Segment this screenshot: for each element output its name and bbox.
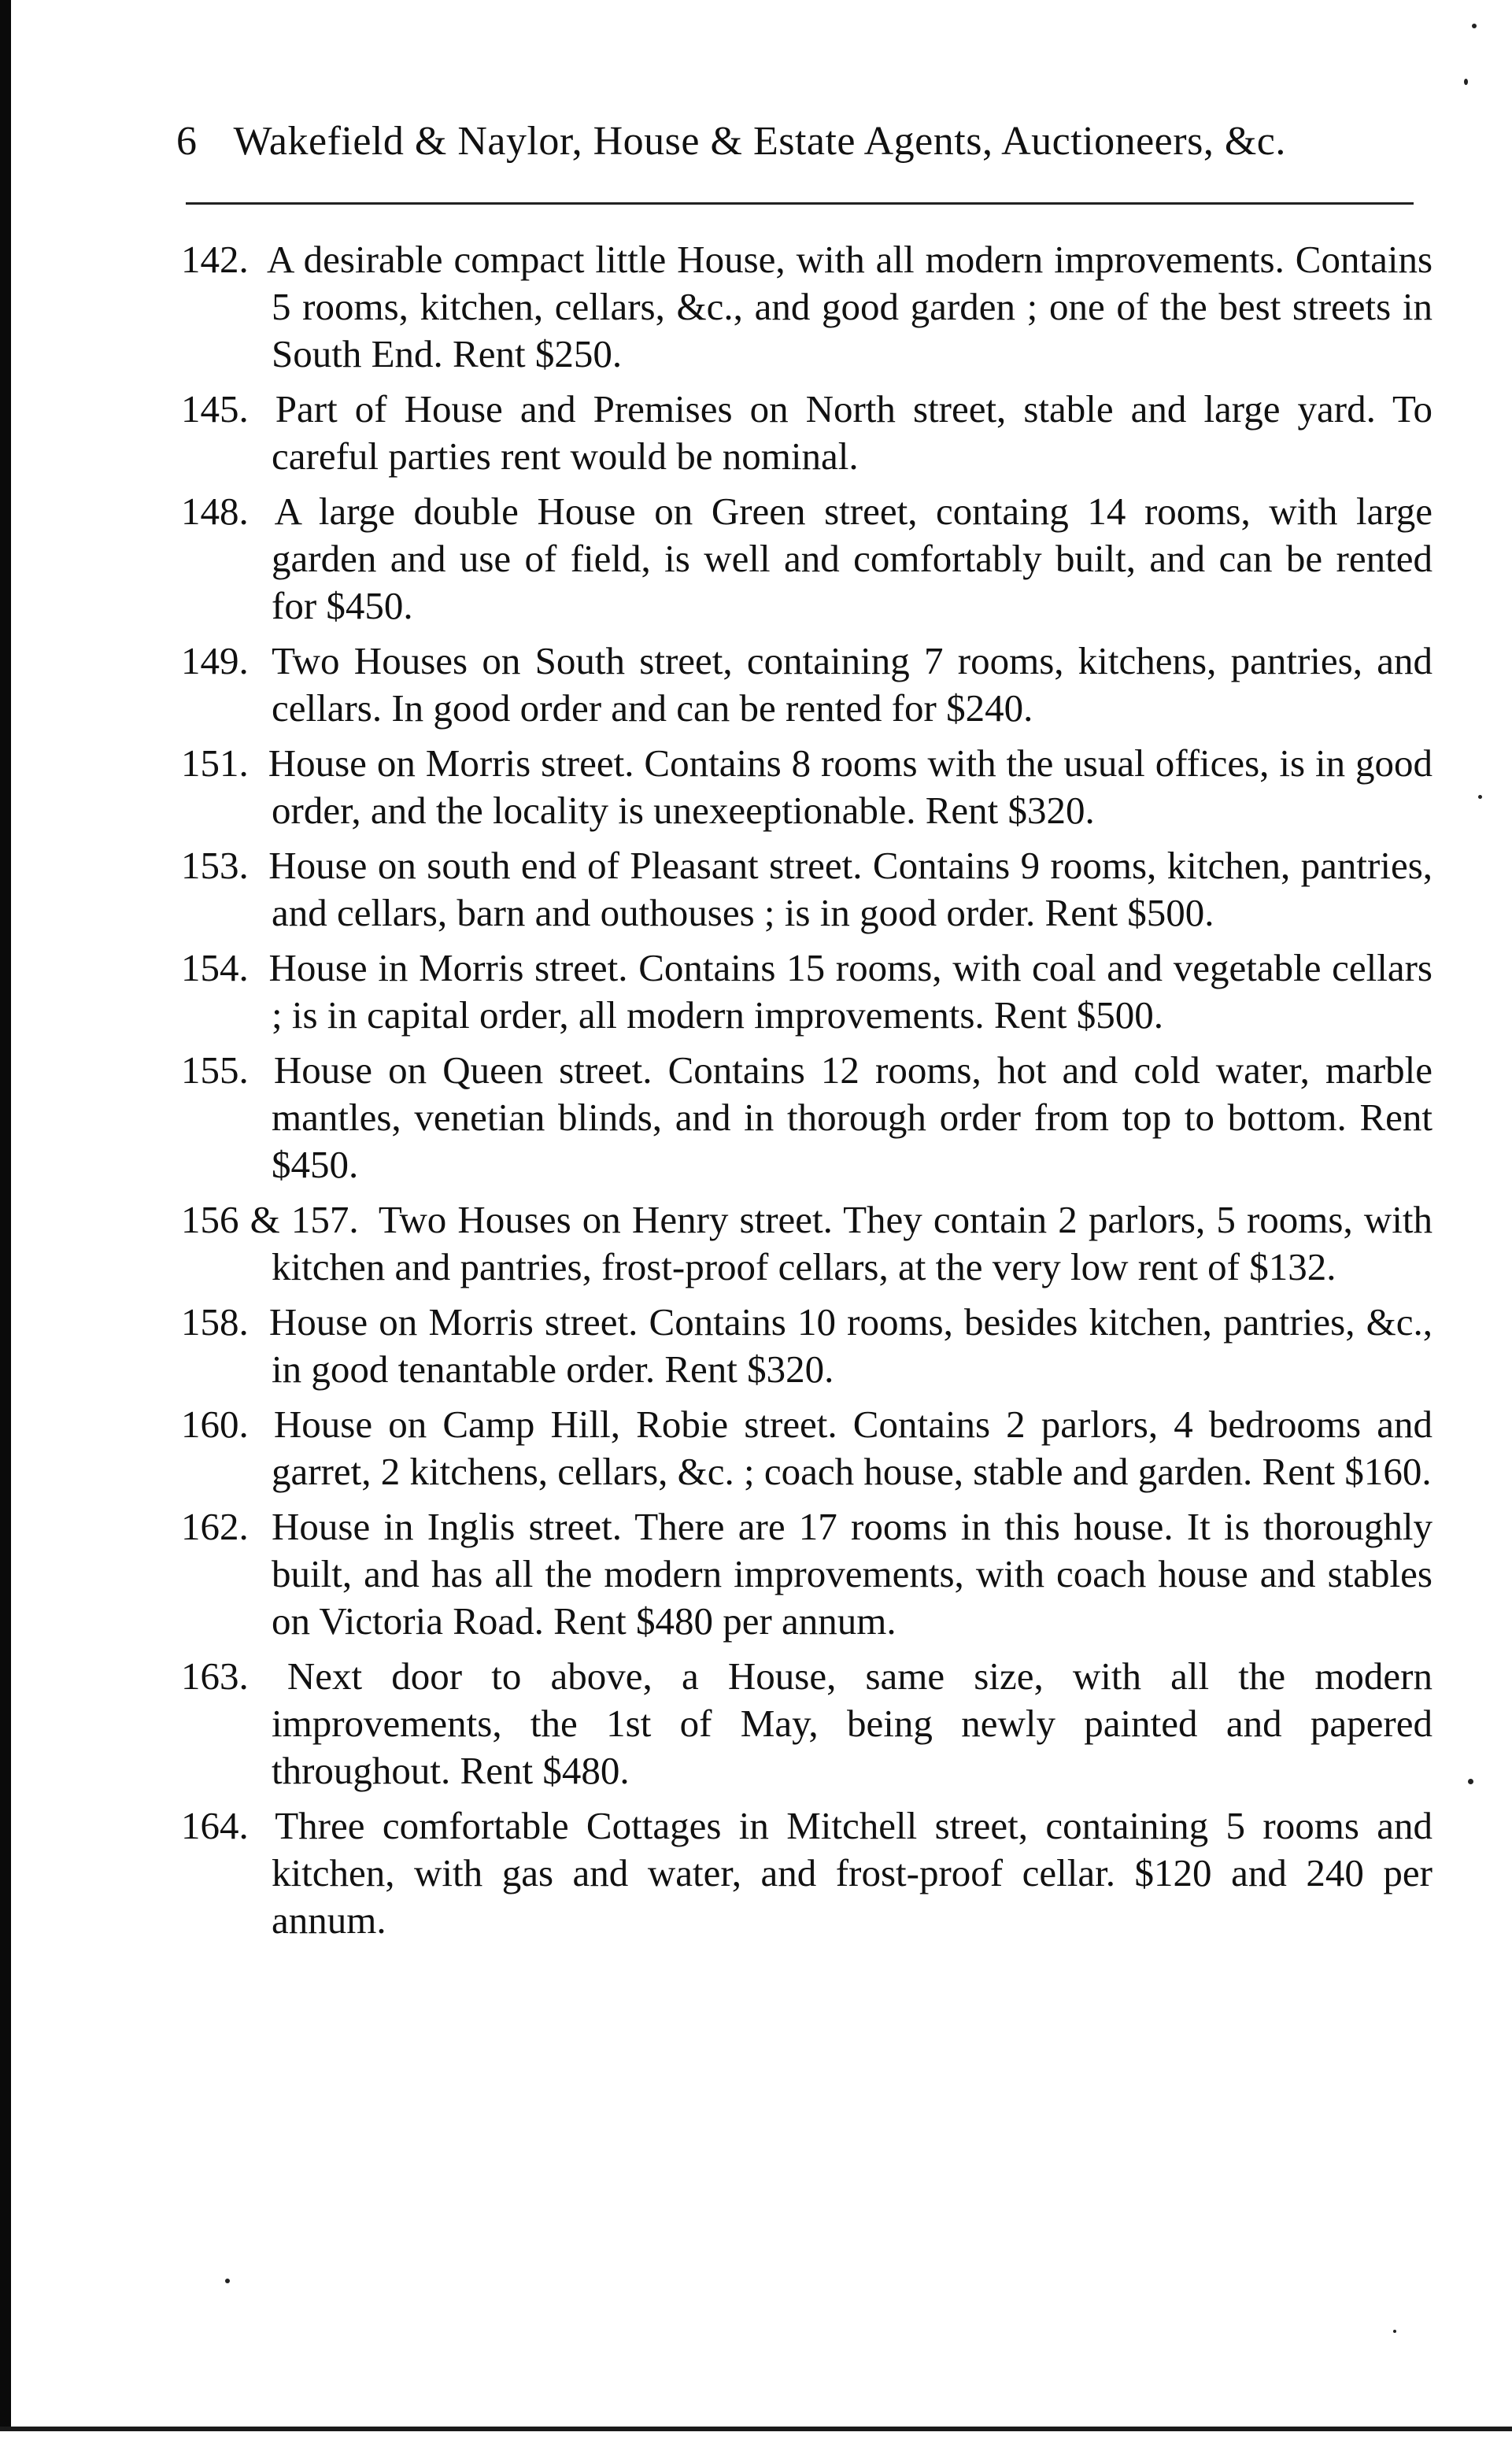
header-rule [186, 202, 1414, 205]
scan-speck [1478, 795, 1482, 799]
listing-number: 151. [181, 741, 249, 785]
listing-description: House on Morris street. Contains 8 rooms with the usual offices, is in good order, and the locality is unexeeptionable. Rent $320. [268, 741, 1433, 832]
listing-item [181, 1047, 1433, 1188]
scan-speck [1464, 79, 1468, 85]
listing-number: 164. [181, 1804, 249, 1847]
listing-item [181, 1299, 1433, 1393]
listing-item [181, 638, 1433, 732]
scan-speck [225, 2279, 230, 2283]
listing-item [181, 236, 1433, 378]
listing-item [181, 1401, 1433, 1495]
listing-item [181, 1196, 1433, 1291]
listing-number: 154. [181, 946, 249, 989]
running-head: Wakefield & Naylor, House & Estate Agents, Auctioneers, &c. [233, 119, 1286, 164]
listing-number: 156 & 157. [181, 1198, 359, 1241]
listing-item [181, 1653, 1433, 1795]
listing-description: House in Inglis street. There are 17 rooms in this house. It is thoroughly built, and has all the modern improvements, with coach house and stables on Victoria Road. Rent $480 per annum. [271, 1505, 1433, 1643]
listing-number: 149. [181, 639, 249, 682]
listing-description: Part of House and Premises on North street, stable and large yard. To careful parties rent would be nominal. [272, 387, 1433, 478]
listing-number: 153. [181, 844, 249, 887]
listing-description: House on Camp Hill, Robie street. Contains 2 parlors, 4 bedrooms and garret, 2 kitchens, cellars, &c. ; coach house, stable and garden. Rent $160. [272, 1403, 1433, 1493]
listing-number: 148. [181, 490, 249, 533]
listing-description: House on Queen street. Contains 12 rooms, hot and cold water, marble mantles, venetian blinds, and in thorough order from top to bottom. Rent $450. [272, 1048, 1433, 1186]
listing-item [181, 386, 1433, 480]
listing-description: House on Morris street. Contains 10 rooms, besides kitchen, pantries, &c., in good tenantable order. Rent $320. [268, 1300, 1433, 1391]
listing-number: 155. [181, 1048, 249, 1092]
listing-item [181, 740, 1433, 834]
property-listings [181, 236, 1433, 1952]
listing-number: 145. [181, 387, 249, 431]
scan-bottom-edge [0, 2427, 1512, 2447]
listing-description: House on south end of Pleasant street. Contains 9 rooms, kitchen, pantries, and cellars, barn and outhouses ; is in good order. Rent $500. [268, 844, 1433, 934]
page-header [176, 118, 1404, 164]
listing-number: 162. [181, 1505, 249, 1548]
listing-description: Next door to above, a House, same size, with all the modern improvements, the 1st of May, being newly painted and papered throughout. Rent $480. [272, 1654, 1433, 1792]
scan-speck [1472, 24, 1477, 28]
listing-description: Two Houses on South street, containing 7 rooms, kitchens, pantries, and cellars. In good order and can be rented for $240. [272, 639, 1433, 730]
listing-number: 158. [181, 1300, 249, 1344]
listing-description: House in Morris street. Contains 15 rooms, with coal and vegetable cellars ; is in capital order, all modern improvements. Rent $500. [268, 946, 1433, 1037]
listing-item [181, 1503, 1433, 1645]
listing-item [181, 488, 1433, 630]
scan-speck [1468, 1779, 1473, 1784]
listing-number: 160. [181, 1403, 249, 1446]
scan-left-edge [0, 0, 11, 2447]
listing-description: Three comfortable Cottages in Mitchell street, containing 5 rooms and kitchen, with gas and water, and frost-proof cellar. $120 and 240 per annum. [272, 1804, 1433, 1942]
listing-description: A large double House on Green street, containg 14 rooms, with large garden and use of field, is well and comfortably built, and can be rented for $450. [272, 490, 1433, 627]
listing-number: 163. [181, 1654, 249, 1698]
listing-description: Two Houses on Henry street. They contain 2 parlors, 5 rooms, with kitchen and pantries, frost-proof cellars, at the very low rent of $132. [272, 1198, 1433, 1288]
listing-item [181, 1802, 1433, 1944]
listing-description: A desirable compact little House, with all modern improvements. Contains 5 rooms, kitchen, cellars, &c., and good garden ; one of the best streets in South End. Rent $250. [267, 238, 1433, 375]
scan-speck [1393, 2330, 1396, 2333]
listing-number: 142. [181, 238, 249, 281]
page-number: 6 [176, 119, 198, 164]
listing-item [181, 842, 1433, 937]
listing-item [181, 944, 1433, 1039]
